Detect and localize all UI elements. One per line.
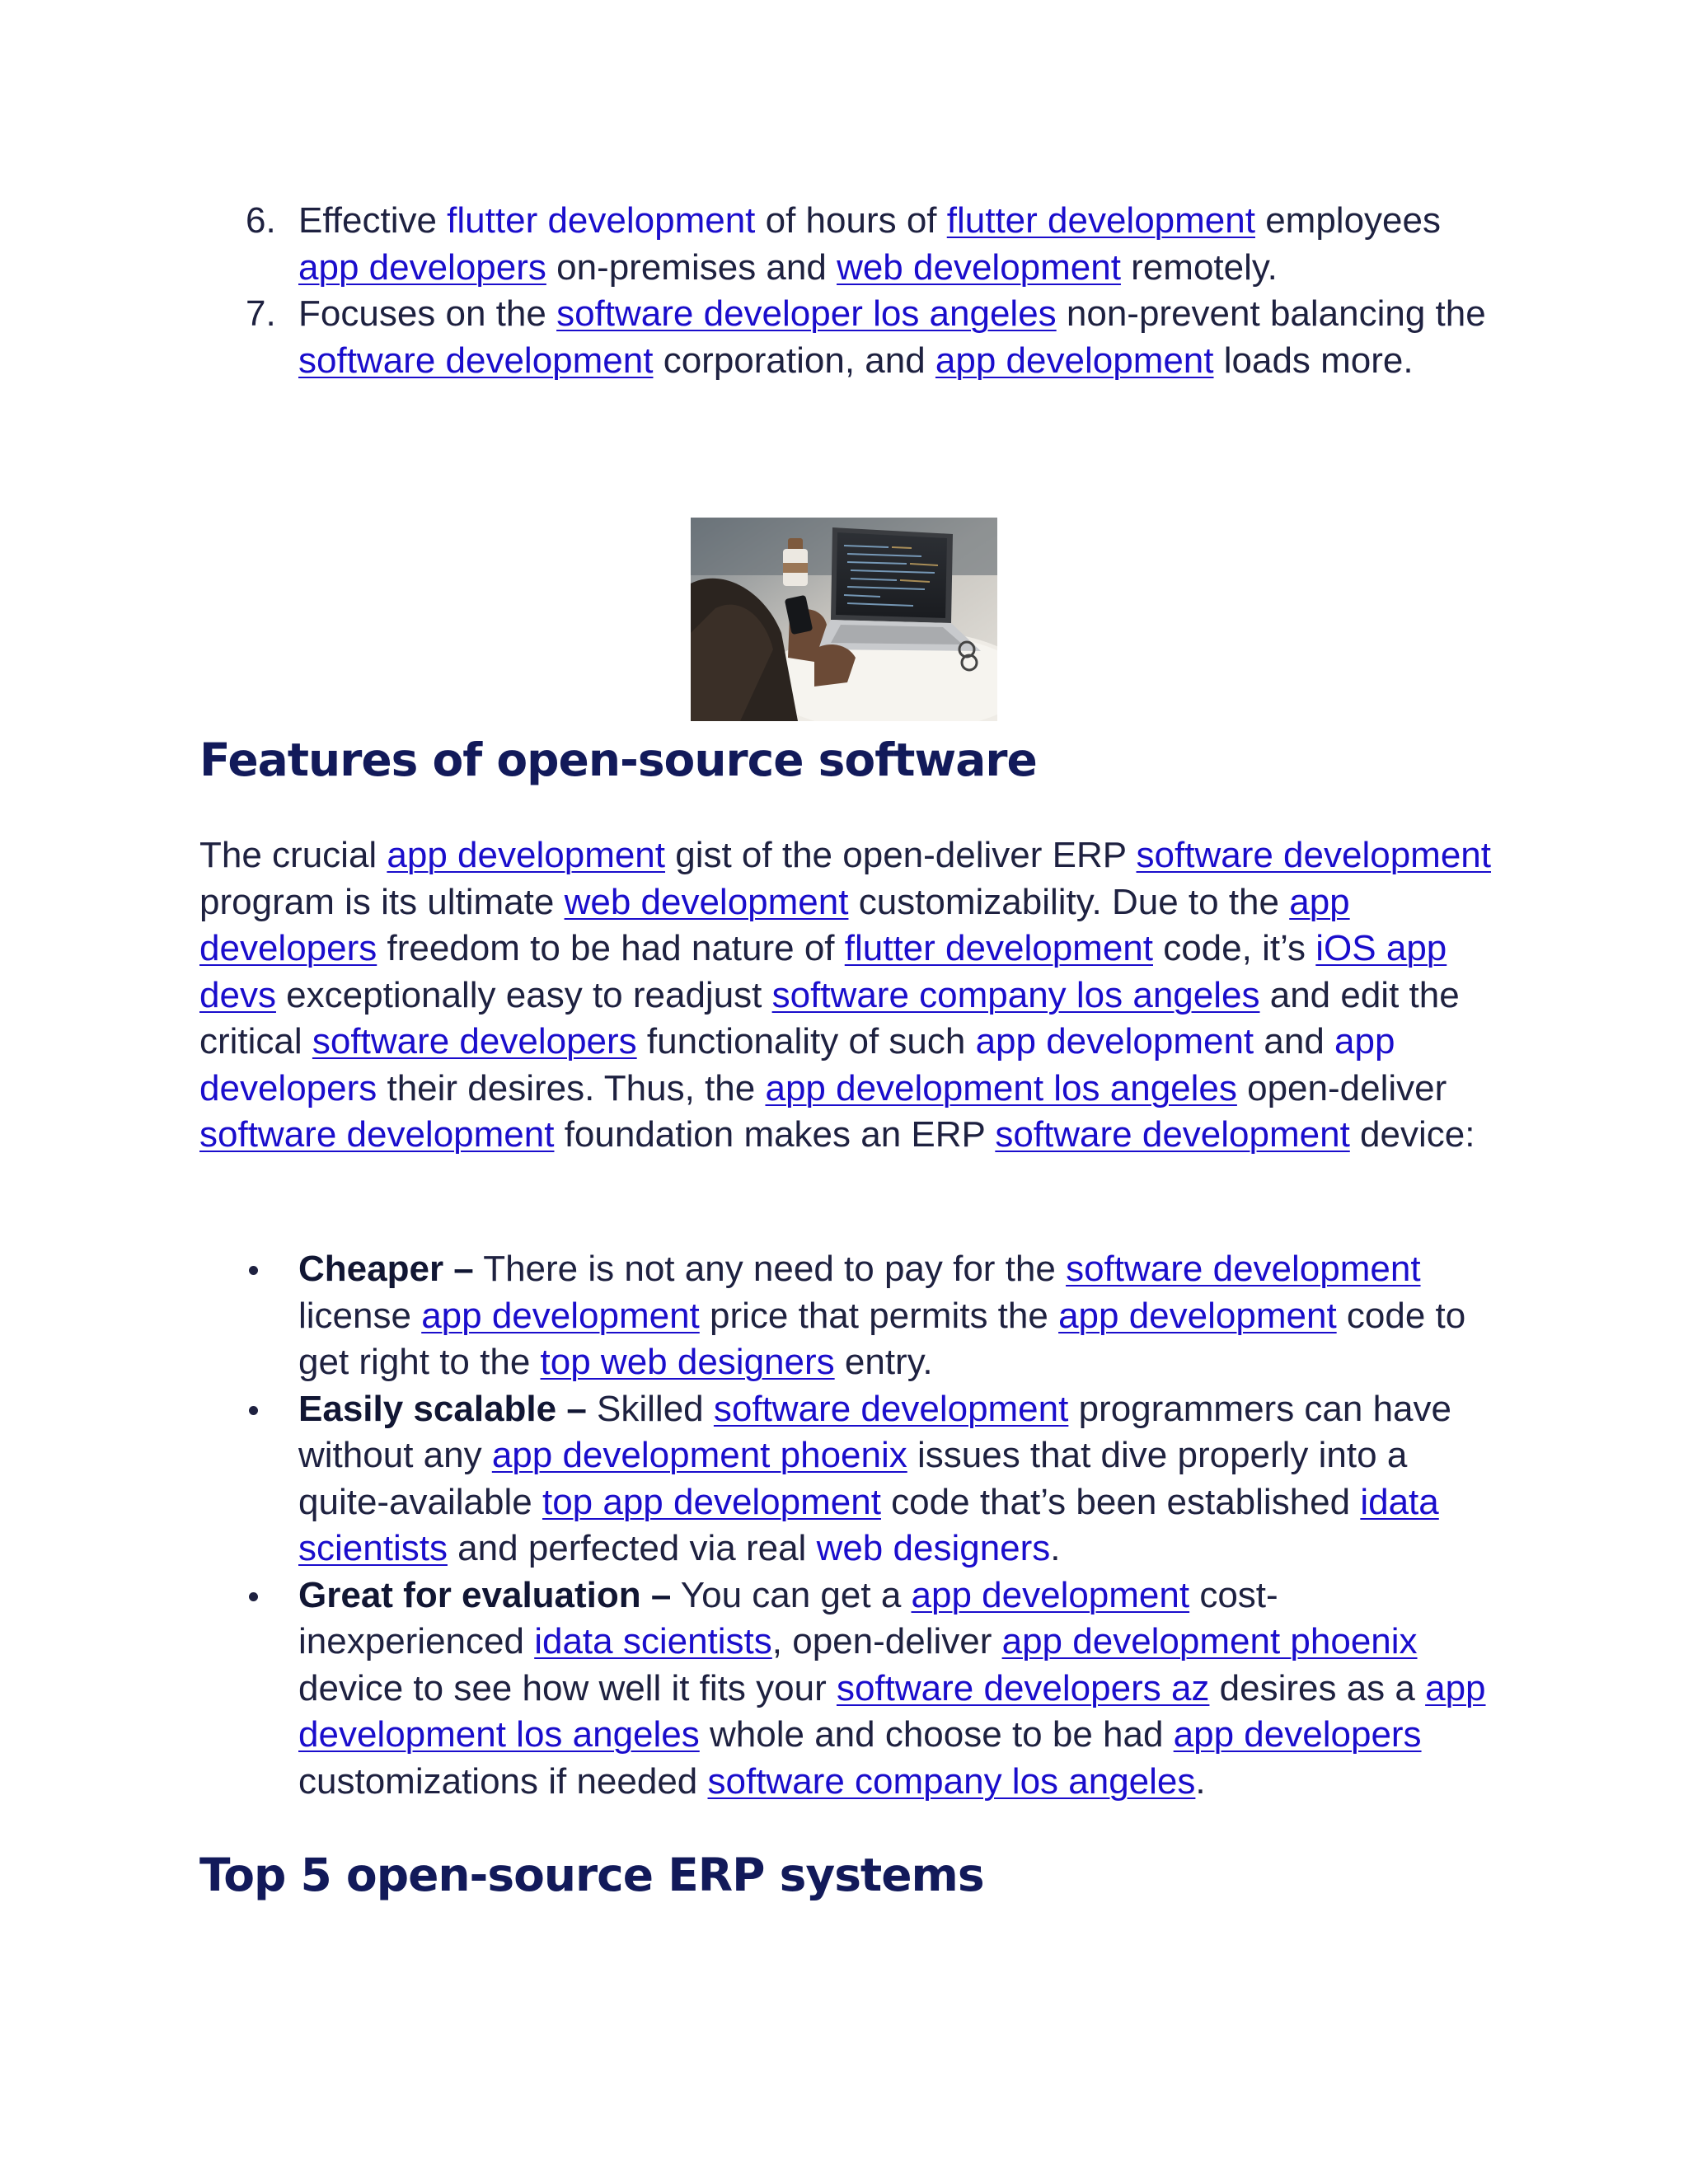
body-text: open-deliver xyxy=(1236,1067,1447,1108)
body-text: You can get a xyxy=(671,1574,912,1615)
body-text: loads more. xyxy=(1213,340,1414,381)
inline-link[interactable]: app development xyxy=(1058,1295,1337,1336)
inline-link[interactable]: app development xyxy=(911,1574,1190,1615)
numbered-list xyxy=(199,198,1502,384)
body-text: and xyxy=(1254,1021,1335,1062)
bullet-lead-label: Easily scalable – xyxy=(298,1388,587,1429)
body-text: of hours of xyxy=(755,200,947,241)
body-text: and perfected via real xyxy=(447,1528,817,1568)
bullet-lead-label: Cheaper – xyxy=(298,1249,474,1289)
body-text: customizability. Due to the xyxy=(848,881,1290,922)
body-text: non-prevent balancing the xyxy=(1056,293,1486,334)
inline-link[interactable]: software developer los angeles xyxy=(556,293,1057,334)
body-text: , open-deliver xyxy=(771,1621,1002,1661)
inline-link[interactable]: app development xyxy=(975,1021,1254,1062)
inline-link[interactable]: software development xyxy=(1066,1249,1421,1289)
body-text: . xyxy=(1050,1528,1061,1568)
benefits-list xyxy=(199,1246,1502,1805)
numbered-list-item xyxy=(199,291,1502,384)
inline-link[interactable]: flutter development xyxy=(844,928,1153,968)
body-text: program is its ultimate xyxy=(199,881,565,922)
inline-link[interactable]: flutter development xyxy=(946,200,1255,241)
body-text: code to get right to the xyxy=(298,1295,1466,1382)
inline-link[interactable]: app developers xyxy=(199,1021,1395,1108)
body-text: freedom to be had nature of xyxy=(377,928,845,968)
body-text: gist of the open-deliver ERP xyxy=(665,835,1137,875)
list-number: 6. xyxy=(246,200,276,241)
list-number: 7. xyxy=(246,293,276,334)
body-text: cost-inexperienced xyxy=(298,1574,1278,1661)
inline-link[interactable]: software developers xyxy=(312,1021,637,1062)
inline-link[interactable]: flutter development xyxy=(447,200,756,241)
bullet-list-item xyxy=(199,1386,1502,1572)
body-text: issues that dive properly into a quite-available xyxy=(298,1435,1408,1522)
inline-link[interactable]: web designers xyxy=(816,1528,1051,1568)
body-text: device to see how well it fits your xyxy=(298,1667,837,1708)
inline-link[interactable]: web development xyxy=(564,881,849,922)
inline-link[interactable]: app developers xyxy=(298,246,546,288)
body-text: Skilled xyxy=(586,1388,714,1429)
inline-link[interactable]: top web designers xyxy=(540,1342,835,1382)
features-heading: Features of open-source software xyxy=(199,733,1037,786)
body-text: functionality of such xyxy=(636,1021,976,1062)
inline-link[interactable]: app development xyxy=(421,1295,700,1336)
inline-link[interactable]: software developers az xyxy=(836,1667,1210,1708)
inline-link[interactable]: top app development xyxy=(542,1481,881,1522)
laptop-photo xyxy=(691,518,997,721)
body-text: remotely. xyxy=(1120,246,1278,288)
inline-link[interactable]: software development xyxy=(713,1388,1069,1429)
body-text: employees xyxy=(1254,200,1441,241)
bullet-icon xyxy=(249,1266,258,1275)
inline-link[interactable]: app development los angeles xyxy=(765,1067,1237,1108)
body-text: programmers can have without any xyxy=(298,1388,1452,1475)
body-text: device: xyxy=(1349,1114,1475,1155)
bullet-list-item xyxy=(199,1572,1502,1806)
body-text: code that’s been established xyxy=(880,1481,1361,1522)
body-text: The crucial xyxy=(199,835,387,875)
body-text: desires as a xyxy=(1209,1667,1426,1708)
body-text: license xyxy=(298,1295,422,1336)
inline-link[interactable]: app development phoenix xyxy=(1001,1621,1418,1661)
features-paragraph xyxy=(199,832,1502,1159)
inline-link[interactable]: software development xyxy=(995,1114,1350,1155)
body-text: price that permits the xyxy=(699,1295,1059,1336)
body-text: foundation makes an ERP xyxy=(554,1114,996,1155)
inline-link[interactable]: software development xyxy=(199,1114,555,1155)
body-text: There is not any need to pay for the xyxy=(473,1249,1067,1289)
inline-link[interactable]: app developers xyxy=(1173,1714,1422,1755)
inline-link[interactable]: app development phoenix xyxy=(491,1435,907,1475)
top5-heading: Top 5 open-source ERP systems xyxy=(199,1849,984,1901)
inline-link[interactable]: software company los angeles xyxy=(771,974,1260,1015)
body-text: exceptionally easy to readjust xyxy=(275,974,772,1015)
inline-link[interactable]: app development xyxy=(935,340,1214,381)
bullet-list-item xyxy=(199,1246,1502,1386)
body-text: Effective xyxy=(298,200,448,241)
inline-link[interactable]: app development los angeles xyxy=(298,1667,1486,1755)
inline-link[interactable]: iOS app devs xyxy=(199,928,1447,1015)
inline-link[interactable]: app development xyxy=(387,835,666,875)
inline-link[interactable]: web development xyxy=(837,246,1121,288)
body-text: Focuses on the xyxy=(298,293,557,334)
body-text: corporation, and xyxy=(653,340,935,381)
inline-link[interactable]: software development xyxy=(298,340,654,381)
bullet-icon xyxy=(249,1592,258,1601)
bullet-icon xyxy=(249,1406,258,1415)
body-text: whole and choose to be had xyxy=(699,1714,1174,1755)
inline-link[interactable]: app developers xyxy=(199,881,1350,968)
body-text: entry. xyxy=(834,1342,933,1382)
body-text: code, it’s xyxy=(1152,928,1316,968)
body-text: . xyxy=(1195,1760,1206,1802)
numbered-list-item xyxy=(199,198,1502,291)
body-text: their desires. Thus, the xyxy=(377,1067,766,1108)
inline-link[interactable]: software development xyxy=(1136,835,1491,875)
body-text: on-premises and xyxy=(546,246,837,288)
bullet-lead-label: Great for evaluation – xyxy=(298,1574,672,1615)
inline-link[interactable]: software company los angeles xyxy=(707,1760,1196,1802)
inline-link[interactable]: idata scientists xyxy=(534,1621,772,1661)
body-text: and edit the critical xyxy=(199,974,1460,1062)
body-text: customizations if needed xyxy=(298,1760,708,1802)
inline-link[interactable]: idata scientists xyxy=(298,1481,1439,1568)
